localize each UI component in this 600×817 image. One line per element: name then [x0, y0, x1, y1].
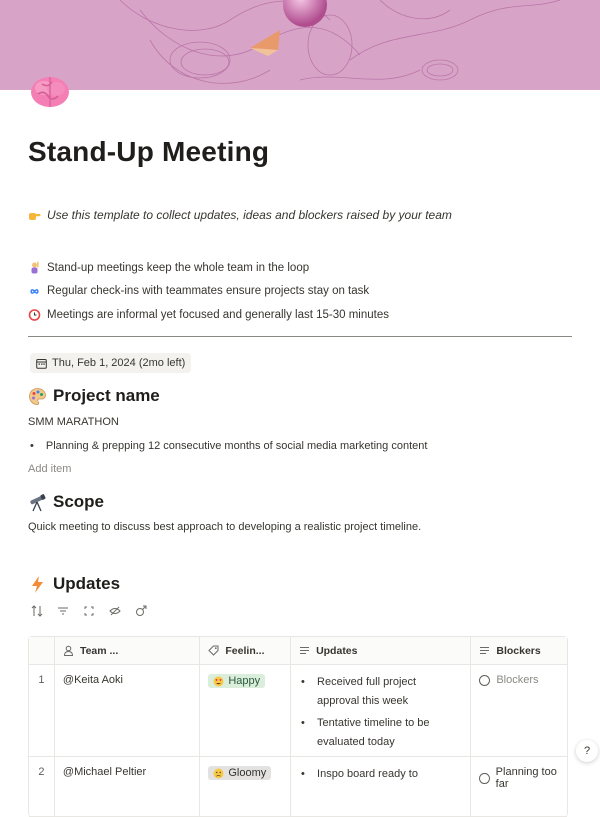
checkbox-circle-icon[interactable] — [479, 675, 490, 686]
brain-icon[interactable] — [28, 72, 72, 112]
scope-heading-text: Scope — [53, 492, 105, 511]
telescope-icon — [28, 493, 47, 512]
infinity-icon — [28, 285, 41, 298]
automation-icon[interactable] — [134, 604, 148, 618]
feeling-label: Gloomy — [228, 767, 267, 779]
info-text: Regular check-ins with teammates ensure projects stay on task — [47, 285, 370, 298]
blocker-placeholder: Blockers — [496, 674, 539, 686]
blockers-cell[interactable] — [471, 665, 567, 756]
calendar-icon — [36, 358, 47, 369]
column-header-blockers[interactable] — [471, 637, 567, 664]
add-item-button[interactable]: Add item — [28, 463, 72, 475]
database-toolbar — [30, 604, 148, 618]
intro-callout[interactable] — [28, 208, 452, 222]
table-row[interactable] — [29, 665, 567, 757]
updates-cell[interactable] — [291, 757, 471, 816]
project-item[interactable] — [30, 440, 427, 452]
cover-art — [0, 0, 600, 90]
update-item: • Inspo board ready to — [299, 765, 439, 784]
feeling-tag[interactable] — [208, 766, 271, 780]
column-header-label: Team ... — [79, 644, 119, 657]
raising-hand-icon — [28, 261, 41, 274]
project-value[interactable]: SMM MARATHON — [28, 416, 119, 428]
column-header-label: Updates — [316, 644, 358, 657]
blocker-text: Planning too far — [495, 766, 557, 790]
updates-heading[interactable] — [28, 574, 120, 594]
pointing-hand-icon — [28, 209, 41, 222]
divider — [28, 336, 572, 337]
heart-eyes-icon — [213, 676, 224, 687]
checkbox-circle-icon[interactable] — [479, 773, 489, 784]
palette-icon — [28, 387, 47, 406]
info-item[interactable] — [28, 256, 389, 280]
team-member-cell[interactable]: @Keita Aoki — [55, 665, 200, 756]
lightning-icon — [28, 575, 47, 594]
update-item: • Received full project approval this week — [299, 673, 439, 710]
page-title[interactable]: Stand-Up Meeting — [28, 136, 270, 167]
sad-face-icon — [213, 768, 224, 779]
alarm-clock-icon — [28, 308, 41, 321]
column-header-label: Blockers — [496, 644, 541, 657]
row-number: 2 — [29, 757, 55, 816]
feeling-cell[interactable] — [200, 665, 291, 756]
bullet-dot: • — [30, 440, 34, 452]
scope-text[interactable]: Quick meeting to discuss best approach to developing a realistic project timeline. — [28, 521, 422, 533]
feeling-cell[interactable] — [200, 757, 291, 816]
info-list — [28, 256, 389, 327]
row-number: 1 — [29, 665, 55, 756]
column-header-feeling[interactable] — [200, 637, 291, 664]
help-button[interactable]: ? — [576, 740, 598, 762]
updates-cell[interactable] — [291, 665, 471, 756]
project-heading-text: Project name — [53, 386, 160, 405]
column-header-label: Feelin... — [225, 644, 265, 657]
text-lines-icon — [479, 645, 490, 656]
project-item-text: Planning & prepping 12 consecutive months of social media marketing content — [45, 440, 428, 452]
person-icon — [63, 645, 74, 656]
feeling-label: Happy — [228, 675, 261, 687]
intro-text: Use this template to collect updates, ideas and blockers raised by your team — [47, 208, 452, 222]
info-text: Stand-up meetings keep the whole team in the loop — [47, 261, 310, 274]
updates-table — [28, 636, 568, 817]
table-header — [29, 637, 567, 665]
sort-icon[interactable] — [30, 604, 44, 618]
updates-heading-text: Updates — [53, 574, 121, 593]
info-item[interactable] — [28, 280, 389, 304]
info-item[interactable] — [28, 303, 389, 327]
scope-heading[interactable] — [28, 492, 104, 512]
filter-icon[interactable] — [56, 604, 70, 618]
column-header-team[interactable] — [55, 637, 200, 664]
page-cover[interactable] — [0, 0, 600, 90]
date-text: Thu, Feb 1, 2024 (2mo left) — [52, 357, 186, 369]
update-item: • Tentative timeline to be evaluated today — [299, 714, 439, 751]
tag-icon — [208, 645, 219, 656]
team-member-cell[interactable]: @Michael Peltier — [55, 757, 200, 816]
expand-icon[interactable] — [82, 604, 96, 618]
date-mention[interactable] — [30, 353, 191, 373]
info-text: Meetings are informal yet focused and generally last 15-30 minutes — [47, 308, 389, 321]
hide-icon[interactable] — [108, 604, 122, 618]
blockers-cell[interactable] — [471, 757, 567, 816]
row-number-header — [29, 637, 55, 664]
table-row[interactable] — [29, 757, 567, 817]
project-heading[interactable] — [28, 386, 160, 406]
column-header-updates[interactable] — [291, 637, 471, 664]
text-lines-icon — [299, 645, 310, 656]
feeling-tag[interactable] — [208, 674, 265, 688]
